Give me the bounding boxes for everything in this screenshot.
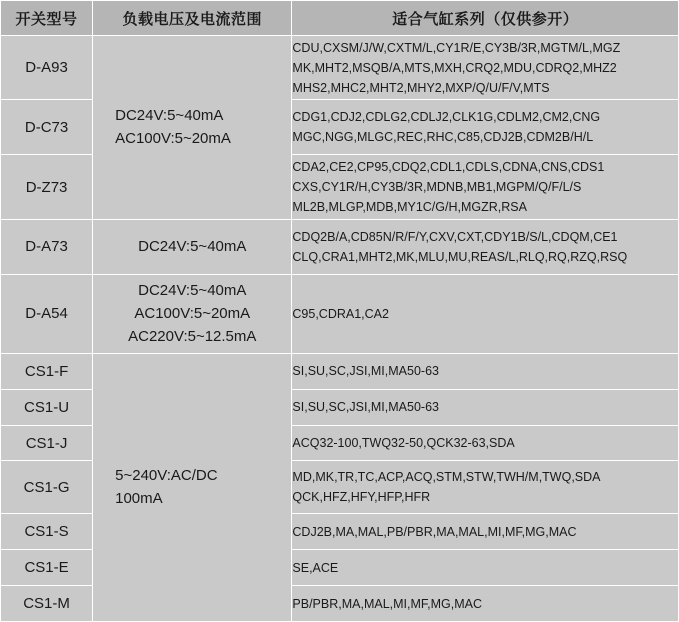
series-line: CDG1,CDJ2,CDLG2,CDLJ2,CLK1G,CDLM2,CM2,CNG [292,110,601,125]
cell-series [292,461,679,514]
table-header-row [1,1,679,36]
cell-series [292,514,679,550]
cell-series [292,36,679,100]
cell-model: CS1-E [1,550,93,586]
voltage-line: DC24V:5~40mA [138,281,247,299]
cell-model: CS1-F [1,353,93,389]
cell-model: D-Z73 [1,155,93,219]
series-line: SE,ACE [292,560,339,575]
cell-model: D-C73 [1,100,93,155]
cell-model: D-A93 [1,36,93,100]
series-line: ACQ32-100,TWQ32-50,QCK32-63,SDA [292,436,515,450]
table-row [1,353,679,389]
series-line: CDA2,CE2,CP95,CDQ2,CDL1,CDLS,CDNA,CNS,CDS1 [292,160,605,174]
series-line: C95,CDRA1,CA2 [292,306,389,321]
voltage-line: AC220V:5~12.5mA [128,328,257,346]
cell-model: CS1-G [1,461,93,514]
cell-series [292,425,679,461]
header-model: 开关型号 [1,1,93,36]
cell-voltage [93,219,292,274]
voltage-line: 5~240V:AC/DC [115,467,218,485]
cell-series [292,100,679,155]
cell-series [292,219,679,274]
cell-series [292,274,679,353]
series-line: CDJ2B,MA,MAL,PB/PBR,MA,MAL,MI,MF,MG,MAC [292,524,577,539]
voltage-line: 100mA [115,490,163,508]
voltage-line: AC100V:5~20mA [134,305,251,323]
cell-voltage [93,353,292,621]
table-header [1,1,679,36]
cell-series [292,389,679,425]
series-line: CXS,CY1R/H,CY3B/3R,MDNB,MB1,MGPM/Q/F/L/S [292,180,582,194]
table-row [1,219,679,274]
cell-model: CS1-M [1,586,93,622]
series-line: PB/PBR,MA,MAL,MI,MF,MG,MAC [292,596,483,611]
cell-voltage [93,36,292,220]
table-row [1,36,679,100]
cell-voltage [93,274,292,353]
cell-model: CS1-U [1,389,93,425]
series-line: MD,MK,TR,TC,ACP,ACQ,STM,STW,TWH/M,TWQ,SDA [292,470,601,485]
cell-series [292,353,679,389]
voltage-line: AC100V:5~20mA [115,130,231,148]
table-row [1,274,679,353]
series-line: CLQ,CRA1,MHT2,MK,MLU,MU,REAS/L,RLQ,RQ,RZQ,RSQ [292,249,628,264]
cell-model: CS1-S [1,514,93,550]
cell-model: CS1-J [1,425,93,461]
series-line: QCK,HFZ,HFY,HFP,HFR [292,490,431,505]
table-body [1,36,679,622]
header-voltage: 负载电压及电流范围 [93,1,292,36]
series-line: SI,SU,SC,JSI,MI,MA50-63 [292,400,439,415]
series-line: MGC,NGG,MLGC,REC,RHC,C85,CDJ2B,CDM2B/H/L [292,130,594,145]
series-line: MHS2,MHC2,MHT2,MHY2,MXP/Q/U/F/V,MTS [292,80,550,95]
series-line: CDQ2B/A,CD85N/R/F/Y,CXV,CXT,CDY1B/S/L,CDQM,CE1 [292,229,618,244]
cell-model: D-A73 [1,219,93,274]
cell-series [292,586,679,622]
cell-series [292,155,679,219]
header-series: 适合气缸系列（仅供参开） [292,1,679,36]
series-line: MK,MHT2,MSQB/A,MTS,MXH,CRQ2,MDU,CDRQ2,MHZ2 [292,60,617,75]
series-line: CDU,CXSM/J/W,CXTM/L,CY1R/E,CY3B/3R,MGTM/L,MGZ [292,40,621,55]
series-line: SI,SU,SC,JSI,MI,MA50-63 [292,364,439,379]
cell-model: D-A54 [1,274,93,353]
voltage-line: DC24V:5~40mA [115,107,224,125]
cell-series [292,550,679,586]
series-line: ML2B,MLGP,MDB,MY1C/G/H,MGZR,RSA [292,200,527,214]
voltage-line: DC24V:5~40mA [138,238,247,256]
